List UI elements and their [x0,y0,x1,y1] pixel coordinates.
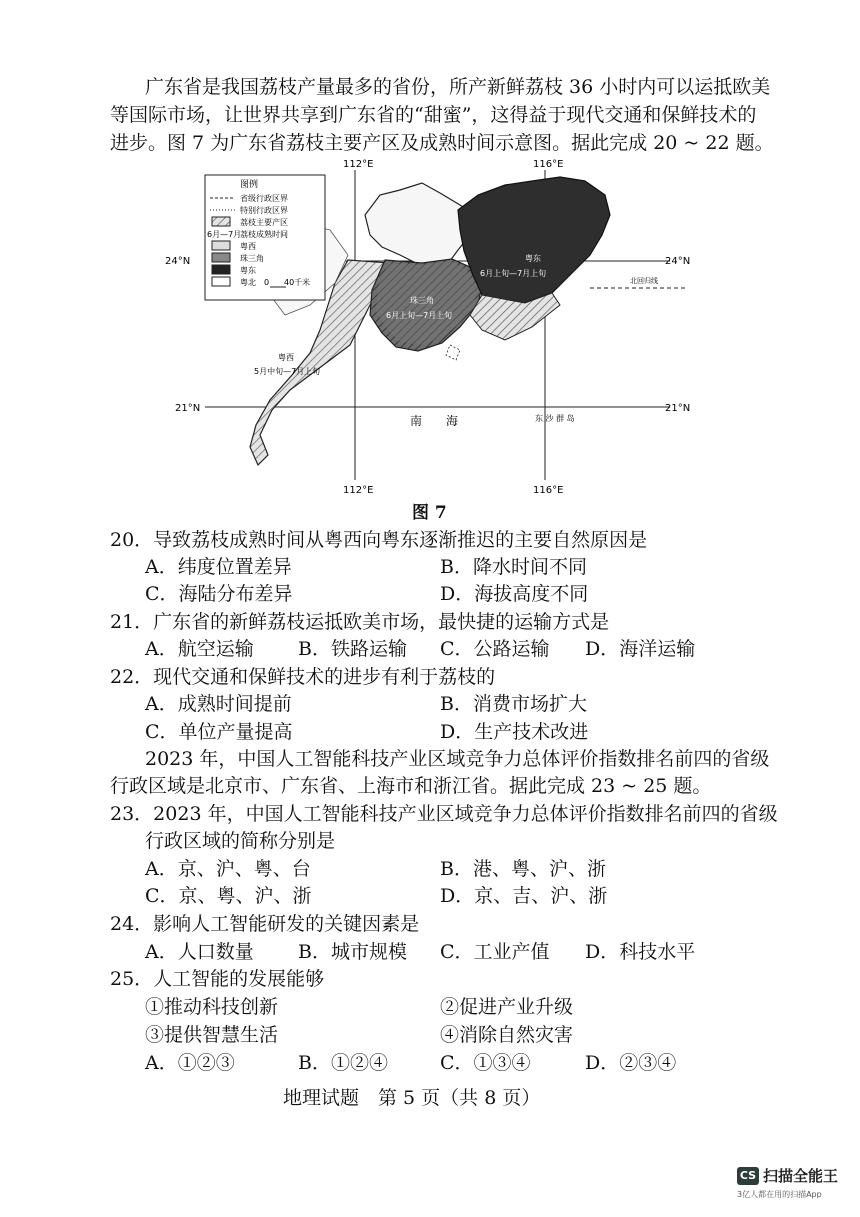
q21-stem: 21．广东省的新鲜荔枝运抵欧美市场，最快捷的运输方式是 [110,611,610,633]
islands-label: 东 沙 群 岛 [535,414,575,423]
q20-option-d: D．海拔高度不同 [440,583,589,605]
intro2-line-2: 行政区域是北京市、广东省、上海市和浙江省。据此完成 23 ~ 25 题。 [110,775,712,797]
east-name: 粤东 [525,254,541,263]
lat-21-right: 21°N [665,403,691,414]
lat-21-left: 21°N [175,403,201,414]
q23-stem-1: 23．2023 年，中国人工智能科技产业区域竞争力总体评价指数排名前四的省级 [110,803,778,825]
q25-option-c: C．①③④ [440,1052,531,1074]
q24-option-c: C．工业产值 [440,941,550,963]
legend-item-7: 粤北 [240,278,256,287]
scanner-watermark [737,1165,838,1200]
legend-title: 图例 [240,180,259,190]
q23-option-c: C．京、粤、沪、浙 [145,885,312,907]
q25-statement-2: ②促进产业升级 [440,996,574,1018]
prd-name: 珠三角 [410,296,434,305]
q25-stem: 25．人工智能的发展能够 [110,968,325,990]
legend-item-2: 荔枝主要产区 [240,218,288,227]
q21-option-a: A．航空运输 [145,638,254,660]
scanner-tagline: 3亿人都在用的扫描App [737,1190,822,1199]
legend-item-3: 荔枝成熟时间 [240,230,288,239]
q25-option-d: D．②③④ [585,1052,677,1074]
q25-option-b: B．①②④ [298,1052,388,1074]
west-time: 5月中旬—7月上旬 [254,367,321,376]
west-name: 粤西 [278,353,294,362]
lat-24-left: 24°N [165,256,191,267]
lon-112-top: 112°E [343,159,374,170]
q22-option-d: D．生产技术改进 [440,721,589,743]
q25-statement-1: ①推动科技创新 [145,996,279,1018]
q22-option-c: C．单位产量提高 [145,721,293,743]
q22-option-b: B．消费市场扩大 [440,693,587,715]
scale-zero: 0 [264,278,270,287]
intro-line-1: 广东省是我国荔枝产量最多的省份，所产新鲜荔枝 36 小时内可以运抵欧美 [145,76,771,98]
q20-option-a: A．纬度位置差异 [145,556,292,578]
figure-caption: 图 7 [412,503,447,523]
q20-option-c: C．海陆分布差异 [145,583,293,605]
scanner-name: 扫描全能王 [763,1167,839,1185]
tropic-label: 北回归线 [630,277,658,285]
q24-stem: 24．影响人工智能研发的关键因素是 [110,913,420,935]
q25-statement-4: ④消除自然灾害 [440,1024,574,1046]
legend-item-0: 省级行政区界 [240,194,288,203]
lat-24-right: 24°N [665,256,691,267]
lon-116-bottom: 116°E [533,485,564,495]
q23-option-b: B．港、粤、沪、浙 [440,858,606,880]
intro2-line-1: 2023 年，中国人工智能科技产业区域竞争力总体评价指数排名前四的省级 [145,748,770,770]
q25-statement-3: ③提供智慧生活 [145,1024,279,1046]
q22-stem: 22．现代交通和保鲜技术的进步有利于荔枝的 [110,666,496,688]
legend-item-1: 特别行政区界 [240,206,288,215]
intro-line-2: 等国际市场，让世界共享到广东省的“甜蜜”，这得益于现代交通和保鲜技术的 [110,104,757,126]
cs-logo-icon: CS [737,1167,759,1185]
q20-stem: 20．导致荔枝成熟时间从粤西向粤东逐渐推迟的主要自然原因是 [110,529,648,551]
q24-option-d: D．科技水平 [585,941,696,963]
yuedong-region [458,177,610,305]
prd-time: 6月上旬—7月上旬 [386,311,453,320]
q20-option-b: B．降水时间不同 [440,556,587,578]
legend-sample: 6月—7月 [207,230,242,239]
q21-option-c: C．公路运输 [440,638,550,660]
q23-stem-2: 行政区域的简称分别是 [145,830,336,852]
q21-option-b: B．铁路运输 [298,638,407,660]
q22-option-a: A．成熟时间提前 [145,693,292,715]
q24-option-a: A．人口数量 [145,941,254,963]
q21-option-d: D．海洋运输 [585,638,696,660]
q23-option-d: D．京、吉、沪、浙 [440,885,608,907]
q24-option-b: B．城市规模 [298,941,407,963]
scale-label: 40千米 [284,278,311,287]
q23-option-a: A．京、沪、粤、台 [145,858,311,880]
legend-item-6: 粤东 [240,266,256,275]
q25-option-a: A．①②③ [145,1052,235,1074]
sea-label: 南 海 [410,414,459,428]
page-footer: 地理试题 第 5 页（共 8 页） [283,1087,541,1109]
legend-item-5: 珠三角 [240,254,264,263]
legend-item-4: 粤西 [240,242,256,251]
lychee-region-map [160,155,700,495]
intro-line-3: 进步。图 7 为广东省荔枝主要产区及成熟时间示意图。据此完成 20 ~ 22 题。 [110,132,774,154]
lon-112-bottom: 112°E [343,485,374,495]
east-time: 6月上旬—7月上旬 [480,269,547,278]
lon-116-top: 116°E [533,159,564,170]
